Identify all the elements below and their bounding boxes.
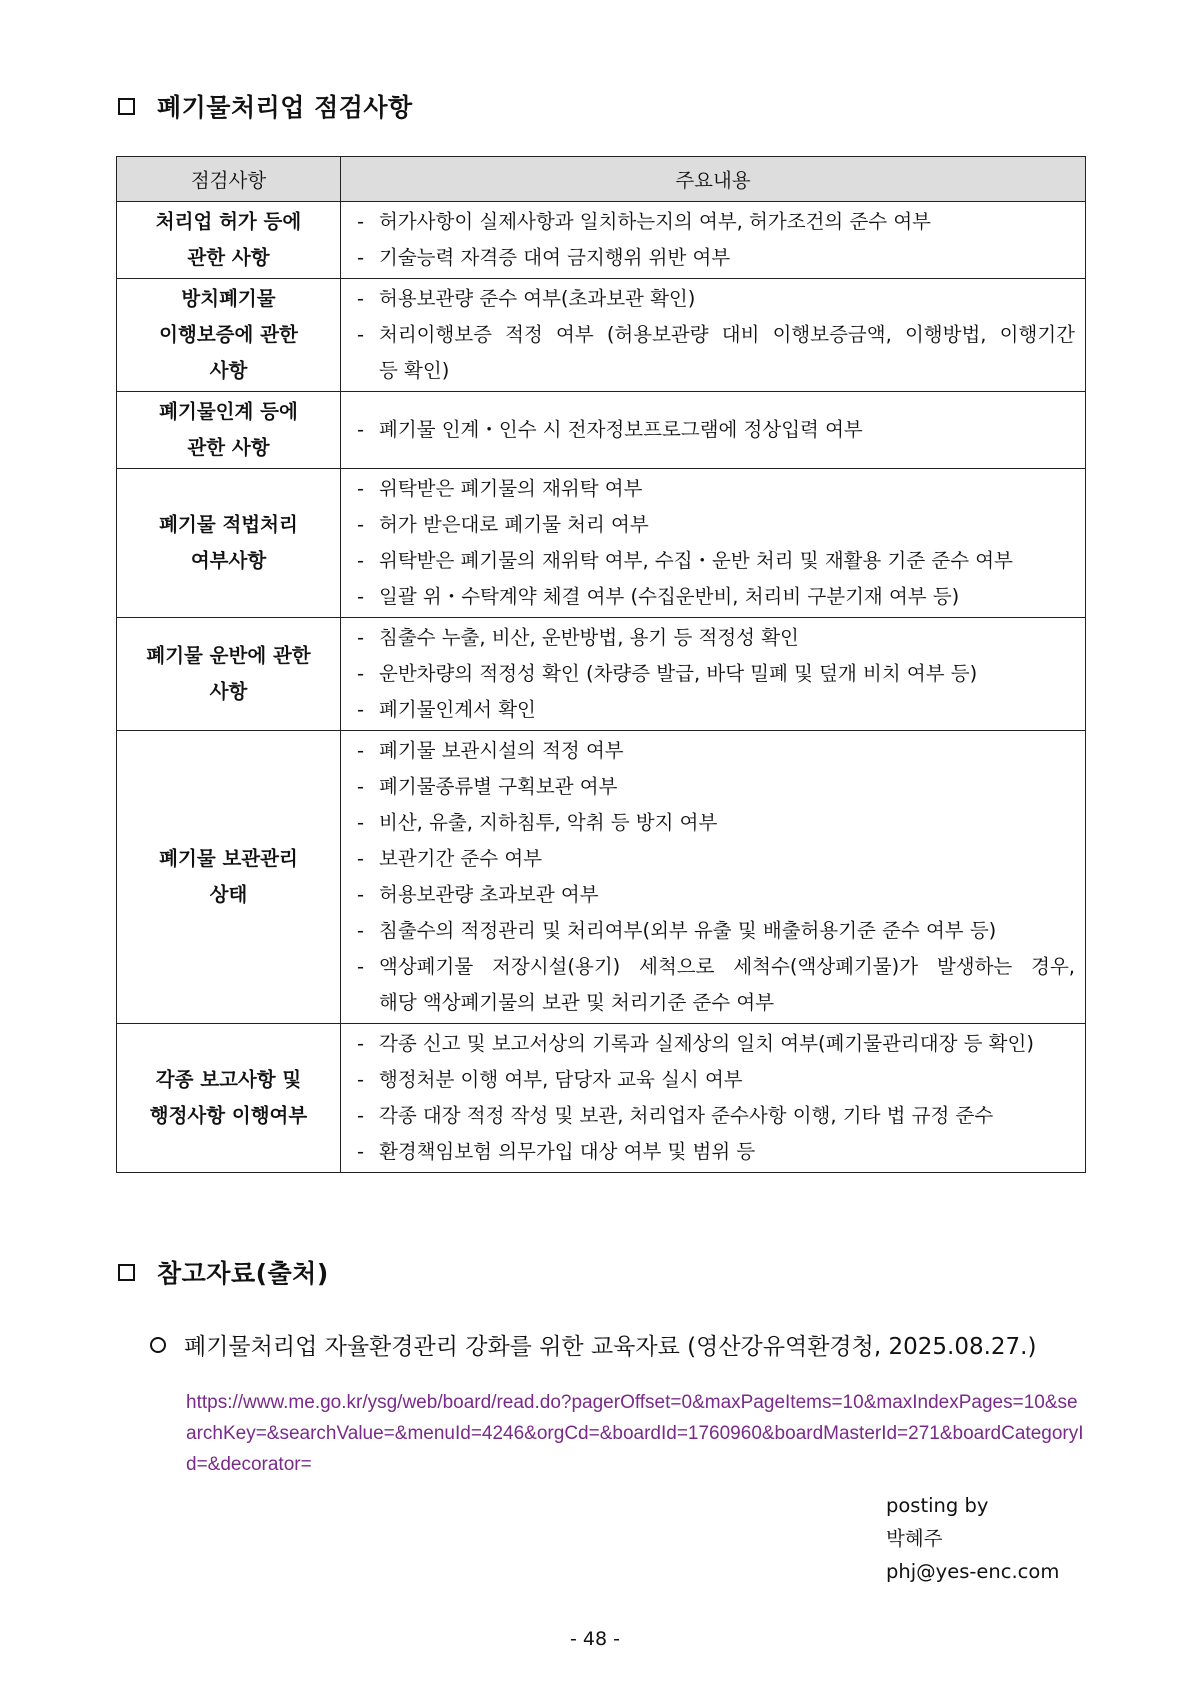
row-content xyxy=(341,618,1086,731)
dash-bullet: - xyxy=(357,323,365,346)
category-line: 각종 보고사항 및 xyxy=(155,1068,302,1091)
table-row xyxy=(117,469,1086,618)
row-category xyxy=(117,392,341,469)
section-heading-text: 참고자료(출처) xyxy=(157,1259,329,1288)
posting-email: phj@yes-enc.com xyxy=(886,1560,1060,1583)
content-text: 기술능력 자격증 대여 금지행위 위반 여부 xyxy=(379,246,731,269)
dash-bullet: - xyxy=(357,919,365,942)
row-category xyxy=(117,618,341,731)
content-line xyxy=(357,579,1075,615)
content-line xyxy=(357,1062,1075,1098)
content-line xyxy=(357,204,1075,240)
row-category xyxy=(117,469,341,618)
dash-bullet: - xyxy=(357,477,365,500)
content-text: 폐기물 보관시설의 적정 여부 xyxy=(379,739,624,762)
reference-url-link[interactable]: https://www.me.go.kr/ysg/web/board/read.do?pagerOffset=0&maxPageItems=10&maxIndexPages=10&searchKey=&searchValue=&menuId=4246&orgCd=&boardId=1760960&boardMasterId=271&boardCategoryId=&decorator= xyxy=(186,1392,1084,1475)
dash-bullet: - xyxy=(357,626,365,649)
section-heading-inspection xyxy=(118,88,413,124)
header-category: 점검사항 xyxy=(117,157,341,202)
reference-title: 폐기물처리업 자율환경관리 강화를 위한 교육자료 (영산강유역환경청, 2025.08.27.) xyxy=(184,1334,1037,1360)
content-text: 보관기간 준수 여부 xyxy=(379,847,543,870)
content-line xyxy=(357,353,1075,389)
dash-bullet xyxy=(357,985,379,1021)
content-line xyxy=(357,805,1075,841)
dash-bullet: - xyxy=(357,739,365,762)
category-line: 이행보증에 관한 xyxy=(159,323,298,346)
content-line xyxy=(357,985,1075,1021)
row-content xyxy=(341,731,1086,1024)
row-content xyxy=(341,1024,1086,1173)
page-number: - 48 - xyxy=(570,1628,620,1650)
table-row xyxy=(117,392,1086,469)
dash-bullet: - xyxy=(357,662,365,685)
category-line: 폐기물 보관관리 xyxy=(159,847,298,870)
table-body xyxy=(117,202,1086,1173)
content-text: 침출수의 적정관리 및 처리여부(외부 유출 및 배출허용기준 준수 여부 등) xyxy=(379,919,997,942)
inspection-table xyxy=(116,156,1086,1173)
dash-bullet: - xyxy=(357,698,365,721)
content-line xyxy=(357,913,1075,949)
reference-item xyxy=(150,1328,1036,1361)
table-row xyxy=(117,618,1086,731)
content-line xyxy=(357,543,1075,579)
dash-bullet xyxy=(357,353,379,389)
content-line xyxy=(357,1134,1075,1170)
posting-author: 박혜주 xyxy=(886,1527,943,1550)
content-text: 각종 대장 적정 작성 및 보관, 처리업자 준수사항 이행, 기타 법 규정 준수 xyxy=(379,1104,994,1127)
content-line xyxy=(357,620,1075,656)
category-line: 행정사항 이행여부 xyxy=(149,1104,308,1127)
dash-bullet: - xyxy=(357,847,365,870)
content-text: 허가사항이 실제사항과 일치하는지의 여부, 허가조건의 준수 여부 xyxy=(379,210,931,233)
content-text: 등 확인) xyxy=(379,359,450,382)
category-line: 사항 xyxy=(209,359,248,382)
content-text: 폐기물 인계・인수 시 전자정보프로그램에 정상입력 여부 xyxy=(379,418,863,441)
content-text: 운반차량의 적정성 확인 (차량증 발급, 바닥 밀폐 및 덮개 비치 여부 등) xyxy=(379,662,978,685)
content-line xyxy=(357,841,1075,877)
category-line: 관한 사항 xyxy=(187,246,270,269)
content-text: 해당 액상폐기물의 보관 및 처리기준 준수 여부 xyxy=(379,991,775,1014)
dash-bullet: - xyxy=(357,418,365,441)
content-line xyxy=(357,471,1075,507)
content-line xyxy=(357,240,1075,276)
dash-bullet: - xyxy=(357,549,365,572)
checkbox-square-icon xyxy=(118,1264,135,1281)
row-category xyxy=(117,279,341,392)
posting-label: posting by xyxy=(886,1494,989,1517)
content-line xyxy=(357,281,1075,317)
dash-bullet: - xyxy=(357,513,365,536)
dash-bullet: - xyxy=(357,246,365,269)
row-content xyxy=(341,469,1086,618)
row-content xyxy=(341,202,1086,279)
content-text: 위탁받은 폐기물의 재위탁 여부, 수집・운반 처리 및 재활용 기준 준수 여부 xyxy=(379,549,1013,572)
content-text: 침출수 누출, 비산, 운반방법, 용기 등 적정성 확인 xyxy=(379,626,799,649)
dash-bullet: - xyxy=(357,1068,365,1091)
table-header-row xyxy=(117,157,1086,202)
table-row xyxy=(117,1024,1086,1173)
table-row xyxy=(117,202,1086,279)
content-text: 폐기물인계서 확인 xyxy=(379,698,536,721)
row-category xyxy=(117,202,341,279)
content-text: 액상폐기물 저장시설(용기) 세척으로 세척수(액상폐기물)가 발생하는 경우, xyxy=(379,955,1075,978)
category-line: 폐기물인계 등에 xyxy=(159,400,298,423)
dash-bullet: - xyxy=(357,1032,365,1055)
dash-bullet: - xyxy=(357,811,365,834)
row-category xyxy=(117,1024,341,1173)
posting-info xyxy=(886,1489,1059,1588)
content-text: 비산, 유출, 지하침투, 악취 등 방지 여부 xyxy=(379,811,718,834)
category-line: 방치폐기물 xyxy=(181,287,276,310)
category-line: 폐기물 적법처리 xyxy=(159,513,298,536)
dash-bullet: - xyxy=(357,287,365,310)
content-line xyxy=(357,949,1075,985)
table-row xyxy=(117,731,1086,1024)
section-heading-references xyxy=(118,1254,329,1290)
dash-bullet: - xyxy=(357,883,365,906)
content-text: 위탁받은 폐기물의 재위탁 여부 xyxy=(379,477,643,500)
dash-bullet: - xyxy=(357,1104,365,1127)
circle-bullet-icon xyxy=(150,1337,166,1353)
header-content: 주요내용 xyxy=(341,157,1086,202)
dash-bullet: - xyxy=(357,775,365,798)
section-heading-text: 폐기물처리업 점검사항 xyxy=(157,93,413,122)
content-text: 허용보관량 초과보관 여부 xyxy=(379,883,599,906)
category-line: 사항 xyxy=(209,680,248,703)
content-line xyxy=(357,317,1075,353)
dash-bullet: - xyxy=(357,210,365,233)
content-line xyxy=(357,769,1075,805)
content-line xyxy=(357,692,1075,728)
content-text: 폐기물종류별 구획보관 여부 xyxy=(379,775,618,798)
content-line xyxy=(357,507,1075,543)
dash-bullet: - xyxy=(357,1140,365,1163)
content-line xyxy=(357,1026,1075,1062)
content-text: 일괄 위・수탁계약 체결 여부 (수집운반비, 처리비 구분기재 여부 등) xyxy=(379,585,960,608)
content-text: 허가 받은대로 폐기물 처리 여부 xyxy=(379,513,649,536)
content-line xyxy=(357,733,1075,769)
content-line xyxy=(357,412,1075,448)
content-text: 각종 신고 및 보고서상의 기록과 실제상의 일치 여부(폐기물관리대장 등 확인) xyxy=(379,1032,1034,1055)
content-line xyxy=(357,877,1075,913)
dash-bullet: - xyxy=(357,585,365,608)
content-line xyxy=(357,656,1075,692)
table-row xyxy=(117,279,1086,392)
content-text: 행정처분 이행 여부, 담당자 교육 실시 여부 xyxy=(379,1068,743,1091)
checkbox-square-icon xyxy=(118,98,135,115)
category-line: 상태 xyxy=(209,883,248,906)
category-line: 관한 사항 xyxy=(187,436,270,459)
content-text: 허용보관량 준수 여부(초과보관 확인) xyxy=(379,287,696,310)
row-content xyxy=(341,392,1086,469)
category-line: 여부사항 xyxy=(190,549,267,572)
category-line: 처리업 허가 등에 xyxy=(155,210,302,233)
content-text: 환경책임보험 의무가입 대상 여부 및 범위 등 xyxy=(379,1140,756,1163)
row-category xyxy=(117,731,341,1024)
content-text: 처리이행보증 적정 여부 (허용보관량 대비 이행보증금액, 이행방법, 이행기간 xyxy=(379,323,1075,346)
category-line: 폐기물 운반에 관한 xyxy=(146,644,311,667)
row-content xyxy=(341,279,1086,392)
dash-bullet: - xyxy=(357,955,365,978)
content-line xyxy=(357,1098,1075,1134)
